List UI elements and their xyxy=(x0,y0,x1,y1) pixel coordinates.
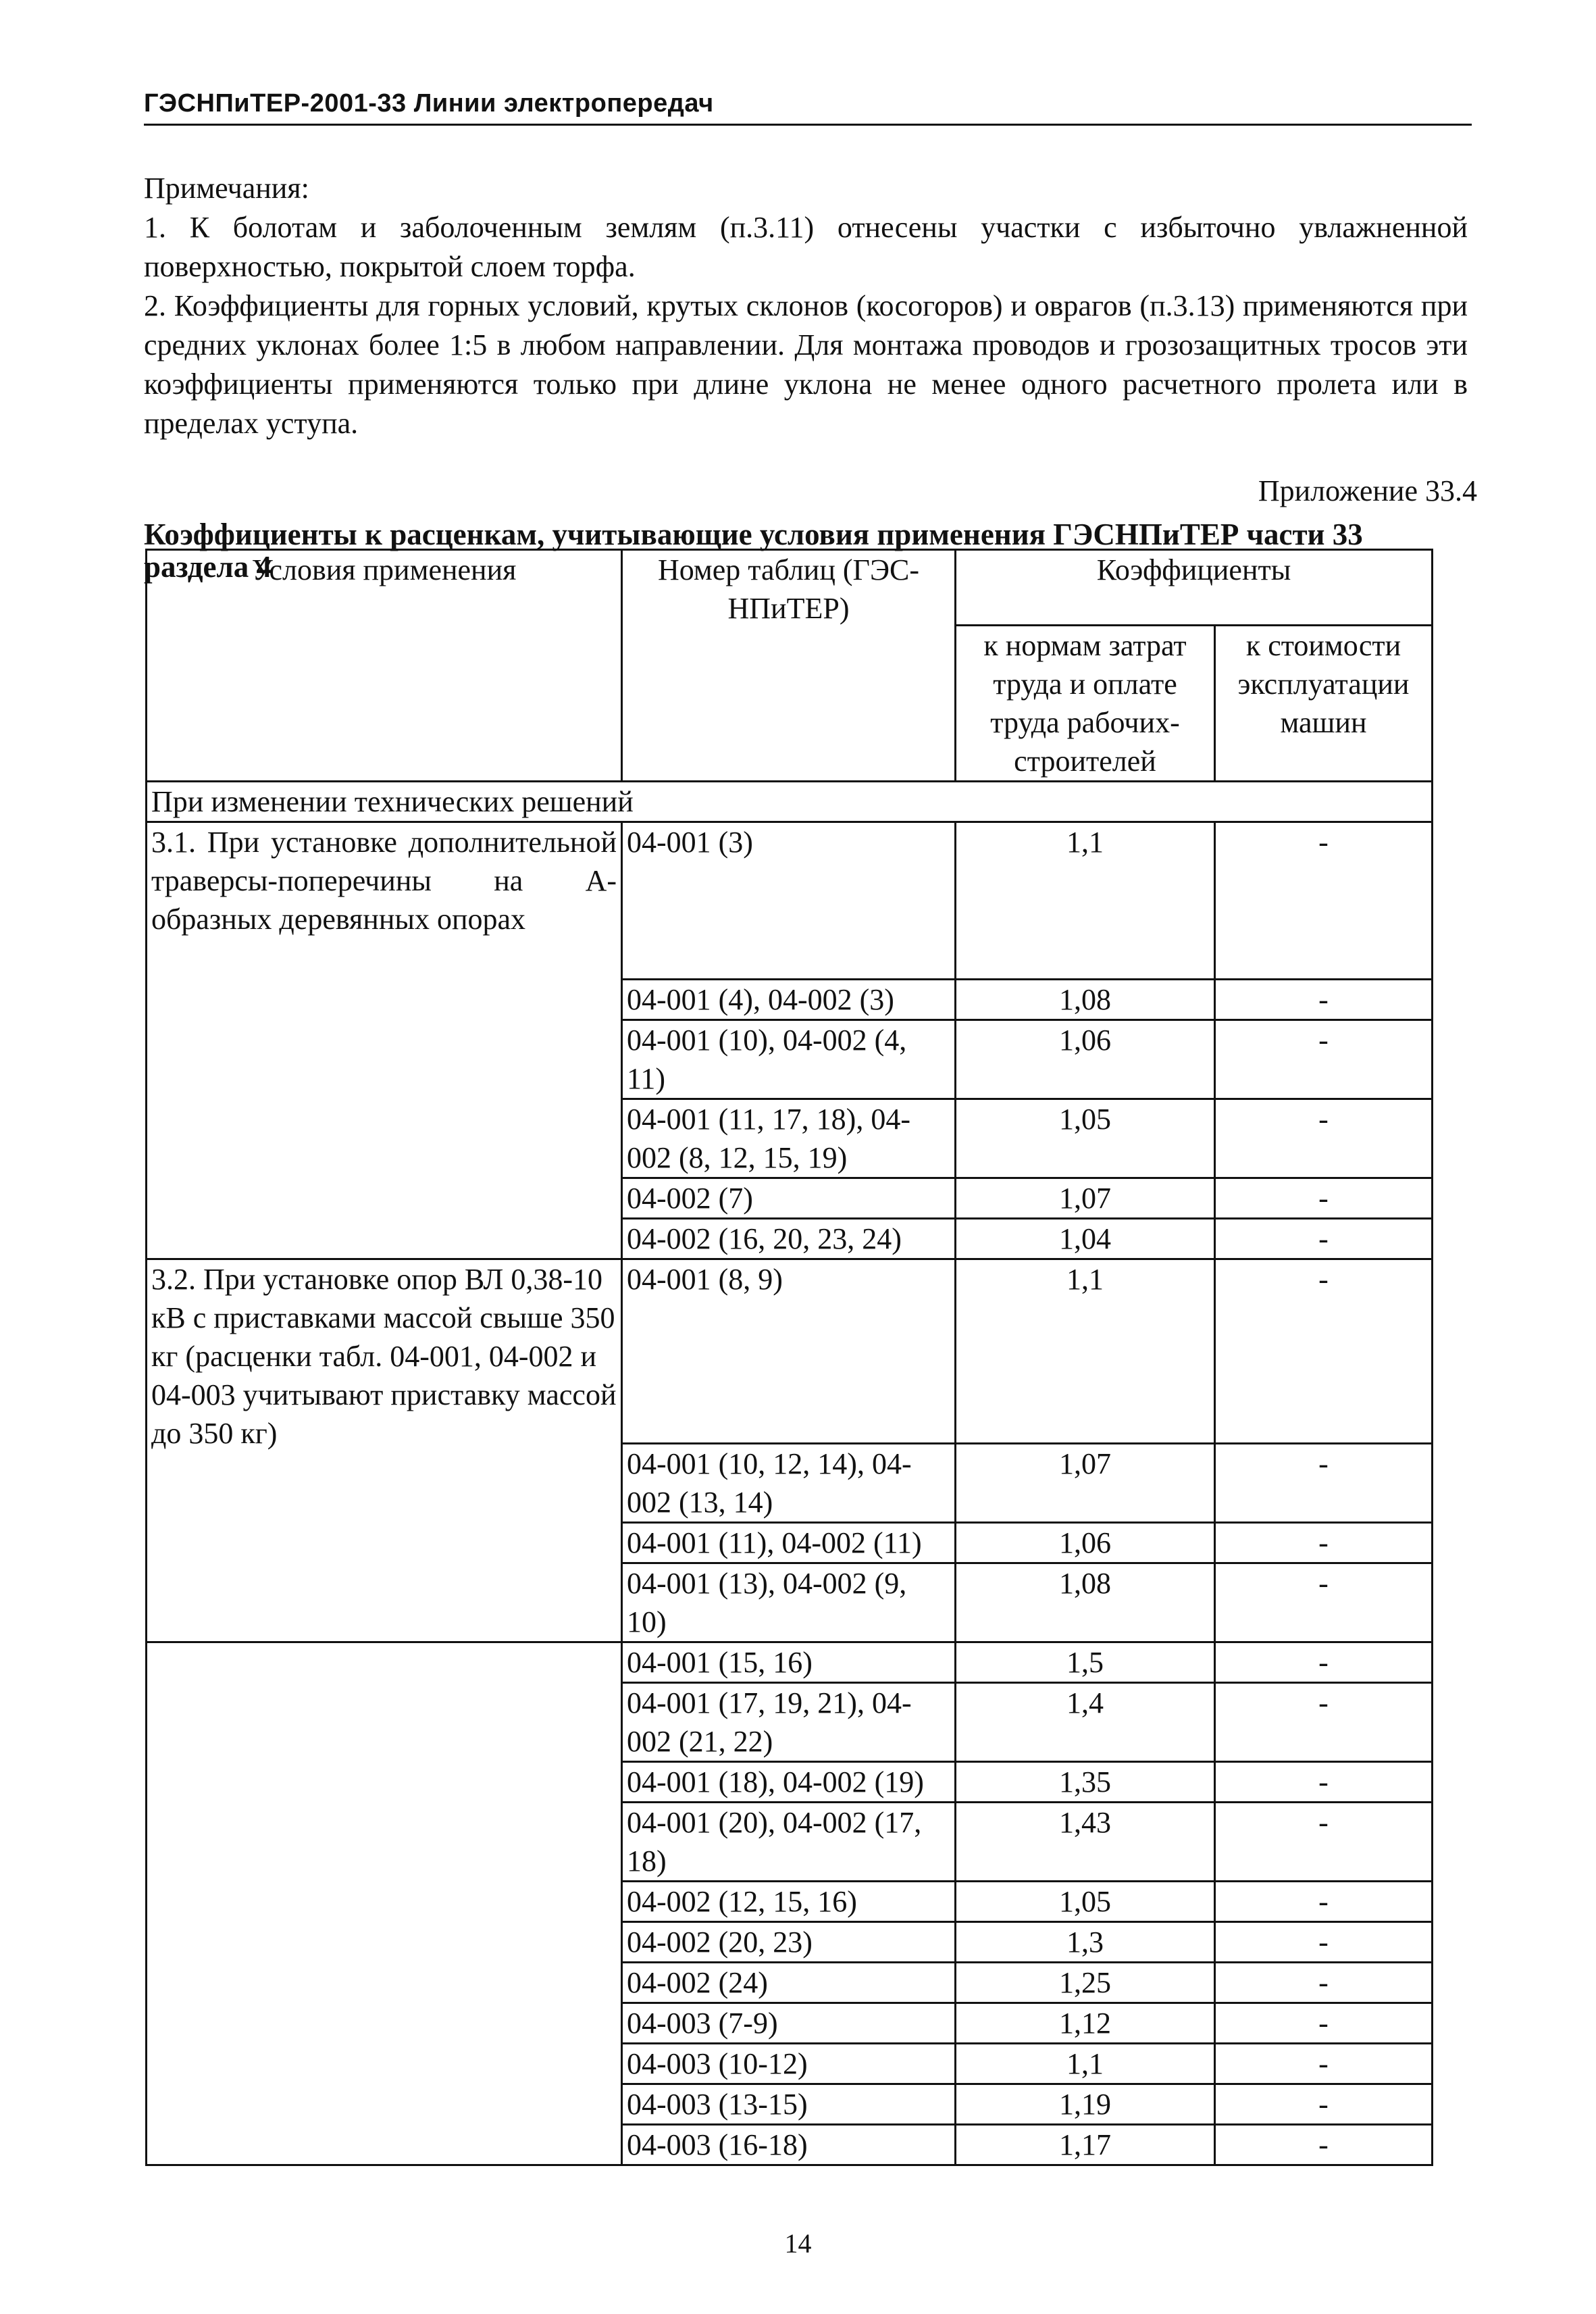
header-machines: к стоимости эксплуатации машин xyxy=(1215,626,1433,782)
labor-coef-cell: 1,05 xyxy=(956,1099,1215,1178)
machine-coef-cell: - xyxy=(1215,2044,1433,2084)
table-number-cell: 04-001 (3) xyxy=(622,822,956,980)
labor-coef-cell: 1,19 xyxy=(956,2084,1215,2125)
section-label: При изменении технических решений xyxy=(147,782,1433,822)
table-number-cell: 04-003 (10-12) xyxy=(622,2044,956,2084)
table-number-cell: 04-003 (13-15) xyxy=(622,2084,956,2125)
machine-coef-cell: - xyxy=(1215,2125,1433,2165)
machine-coef-cell: - xyxy=(1215,1803,1433,1882)
machine-coef-cell: - xyxy=(1215,1882,1433,1922)
machine-coef-cell: - xyxy=(1215,1444,1433,1523)
machine-coef-cell: - xyxy=(1215,2084,1433,2125)
machine-coef-cell: - xyxy=(1215,1963,1433,2003)
machine-coef-cell: - xyxy=(1215,1219,1433,1259)
machine-coef-cell: - xyxy=(1215,1259,1433,1444)
page-number: 14 xyxy=(784,2228,812,2259)
table-number-cell: 04-001 (10), 04-002 (4, 11) xyxy=(622,1020,956,1099)
notes-block xyxy=(144,169,1468,443)
table-number-cell: 04-002 (20, 23) xyxy=(622,1922,956,1963)
labor-coef-cell: 1,05 xyxy=(956,1882,1215,1922)
machine-coef-cell: - xyxy=(1215,2003,1433,2044)
table-number-cell: 04-001 (17, 19, 21), 04-002 (21, 22) xyxy=(622,1683,956,1762)
table-row xyxy=(147,1642,1433,1683)
condition-cell: 3.1. При установке дополнительной траверсы-поперечины на А-образных деревянных опорах xyxy=(147,822,622,1259)
running-header-title: ГЭСНПиТЕР-2001-33 Линии электропередач xyxy=(144,89,714,118)
table-number-cell: 04-001 (8, 9) xyxy=(622,1259,956,1444)
section-row xyxy=(147,782,1433,822)
table-number-cell: 04-003 (7-9) xyxy=(622,2003,956,2044)
table-header-row xyxy=(147,550,1433,626)
header-conditions: Условия применения xyxy=(147,550,622,782)
labor-coef-cell: 1,06 xyxy=(956,1523,1215,1563)
labor-coef-cell: 1,25 xyxy=(956,1963,1215,2003)
table-number-cell: 04-003 (16-18) xyxy=(622,2125,956,2165)
table-number-cell: 04-001 (15, 16) xyxy=(622,1642,956,1683)
table-number-cell: 04-001 (13), 04-002 (9, 10) xyxy=(622,1563,956,1642)
table-number-cell: 04-002 (24) xyxy=(622,1963,956,2003)
appendix-label: Приложение 33.4 xyxy=(1258,474,1477,507)
header-divider xyxy=(144,124,1472,126)
table-number-cell: 04-001 (11), 04-002 (11) xyxy=(622,1523,956,1563)
labor-coef-cell: 1,1 xyxy=(956,2044,1215,2084)
coefficients-table xyxy=(145,549,1433,2166)
labor-coef-cell: 1,12 xyxy=(956,2003,1215,2044)
machine-coef-cell: - xyxy=(1215,980,1433,1020)
table-number-cell: 04-001 (18), 04-002 (19) xyxy=(622,1762,956,1803)
machine-coef-cell: - xyxy=(1215,1563,1433,1642)
header-labor: к нормам затрат труда и оплате труда рабочих-строителей xyxy=(956,626,1215,782)
table-number-cell: 04-001 (20), 04-002 (17, 18) xyxy=(622,1803,956,1882)
labor-coef-cell: 1,07 xyxy=(956,1444,1215,1523)
table-row xyxy=(147,1259,1433,1444)
machine-coef-cell: - xyxy=(1215,1020,1433,1099)
table-number-cell: 04-001 (11, 17, 18), 04-002 (8, 12, 15, 19) xyxy=(622,1099,956,1178)
condition-cell: 3.2. При установке опор ВЛ 0,38-10 кВ с приставками массой свыше 350 кг (расценки табл. 04-001, 04-002 и 04-003 учитывают приставку массой до 350 кг) xyxy=(147,1259,622,1642)
machine-coef-cell: - xyxy=(1215,1178,1433,1219)
labor-coef-cell: 1,43 xyxy=(956,1803,1215,1882)
table-number-cell: 04-002 (7) xyxy=(622,1178,956,1219)
labor-coef-cell: 1,3 xyxy=(956,1922,1215,1963)
note-item-1: 1. К болотам и заболоченным землям (п.3.11) отнесены участки с избыточно увлажненной поверхностью, покрытой слоем торфа. xyxy=(144,211,1468,283)
labor-coef-cell: 1,17 xyxy=(956,2125,1215,2165)
labor-coef-cell: 1,5 xyxy=(956,1642,1215,1683)
table-number-cell: 04-002 (12, 15, 16) xyxy=(622,1882,956,1922)
labor-coef-cell: 1,1 xyxy=(956,1259,1215,1444)
labor-coef-cell: 1,07 xyxy=(956,1178,1215,1219)
header-table-number: Номер таблиц (ГЭС-НПиТЕР) xyxy=(622,550,956,782)
machine-coef-cell: - xyxy=(1215,1683,1433,1762)
machine-coef-cell: - xyxy=(1215,1099,1433,1178)
labor-coef-cell: 1,08 xyxy=(956,980,1215,1020)
machine-coef-cell: - xyxy=(1215,822,1433,980)
table-number-cell: 04-001 (10, 12, 14), 04-002 (13, 14) xyxy=(622,1444,956,1523)
labor-coef-cell: 1,35 xyxy=(956,1762,1215,1803)
table-title-line-1: Коэффициенты к расценкам, учитывающие условия применения ГЭСНПиТЕР части 33 xyxy=(144,518,1363,551)
table-number-cell: 04-001 (4), 04-002 (3) xyxy=(622,980,956,1020)
machine-coef-cell: - xyxy=(1215,1922,1433,1963)
labor-coef-cell: 1,1 xyxy=(956,822,1215,980)
machine-coef-cell: - xyxy=(1215,1523,1433,1563)
labor-coef-cell: 1,08 xyxy=(956,1563,1215,1642)
coefficients-table-wrapper xyxy=(145,549,1431,2166)
condition-cell xyxy=(147,1642,622,2165)
labor-coef-cell: 1,04 xyxy=(956,1219,1215,1259)
machine-coef-cell: - xyxy=(1215,1762,1433,1803)
labor-coef-cell: 1,06 xyxy=(956,1020,1215,1099)
notes-heading: Примечания: xyxy=(144,172,309,205)
note-item-2: 2. Коэффициенты для горных условий, крутых склонов (косогоров) и оврагов (п.3.13) применяются при средних уклонах более 1:5 в любом направлении. Для монтажа проводов и грозозащитных тросов эти коэффициенты применяются только при длине уклона не менее одного расчетного пролета или в пределах уступа. xyxy=(144,289,1468,440)
labor-coef-cell: 1,4 xyxy=(956,1683,1215,1762)
machine-coef-cell: - xyxy=(1215,1642,1433,1683)
table-number-cell: 04-002 (16, 20, 23, 24) xyxy=(622,1219,956,1259)
header-coefficients: Коэффициенты xyxy=(956,550,1433,626)
table-row xyxy=(147,822,1433,980)
table-title-line-2: раздела 4 xyxy=(144,550,272,584)
